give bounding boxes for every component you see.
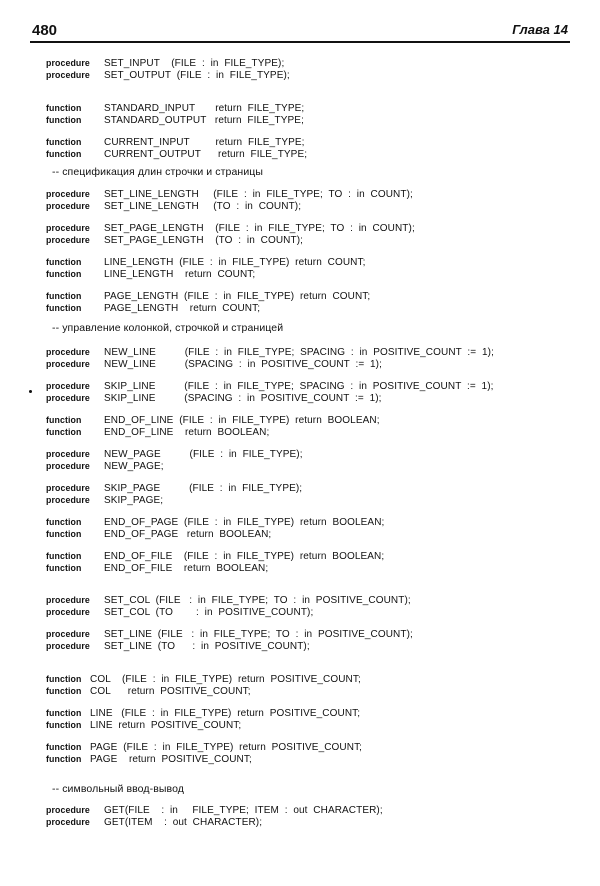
- keyword: procedure: [46, 201, 90, 211]
- keyword: function: [46, 754, 82, 764]
- keyword: function: [46, 137, 82, 147]
- page-header: [30, 22, 570, 42]
- code-line: [46, 719, 241, 732]
- keyword: procedure: [46, 595, 90, 605]
- code-line: [46, 460, 164, 473]
- comment-line: [52, 166, 263, 178]
- keyword: procedure: [46, 449, 90, 459]
- declaration-text: SKIP_LINE (FILE : in FILE_TYPE; SPACING : in POSITIVE_COUNT := 1);: [104, 381, 494, 392]
- chapter-title: Глава 14: [512, 22, 568, 37]
- keyword: function: [46, 257, 82, 267]
- code-line: [46, 426, 269, 439]
- code-line: [46, 268, 255, 281]
- code-line: [46, 528, 271, 541]
- declaration-text: LINE_LENGTH return COUNT;: [104, 269, 256, 280]
- declaration-text: END_OF_PAGE (FILE : in FILE_TYPE) return BOOLEAN;: [104, 517, 385, 528]
- code-line: [46, 114, 304, 127]
- keyword: function: [46, 563, 82, 573]
- declaration-text: GET(ITEM : out CHARACTER);: [104, 817, 263, 828]
- declaration-text: NEW_LINE (FILE : in FILE_TYPE; SPACING : in POSITIVE_COUNT := 1);: [104, 347, 494, 358]
- declaration-text: SET_OUTPUT (FILE : in FILE_TYPE);: [104, 70, 290, 81]
- declaration-text: COL return POSITIVE_COUNT;: [90, 686, 251, 697]
- declaration-text: SET_LINE (TO : in POSITIVE_COUNT);: [104, 641, 310, 652]
- keyword: procedure: [46, 817, 90, 827]
- declaration-text: SET_LINE_LENGTH (TO : in COUNT);: [104, 201, 302, 212]
- declaration-text: END_OF_FILE (FILE : in FILE_TYPE) return BOOLEAN;: [104, 551, 385, 562]
- keyword: procedure: [46, 70, 90, 80]
- keyword: function: [46, 115, 82, 125]
- declaration-text: CURRENT_INPUT return FILE_TYPE;: [104, 137, 305, 148]
- declaration-text: LINE (FILE : in FILE_TYPE) return POSITIVE_COUNT;: [90, 708, 361, 719]
- keyword: function: [46, 149, 82, 159]
- keyword: procedure: [46, 235, 90, 245]
- keyword: function: [46, 517, 82, 527]
- declaration-text: SET_COL (TO : in POSITIVE_COUNT);: [104, 607, 314, 618]
- declaration-text: END_OF_FILE return BOOLEAN;: [104, 563, 269, 574]
- declaration-text: GET(FILE : in FILE_TYPE; ITEM : out CHARACTER);: [104, 805, 383, 816]
- declaration-text: STANDARD_INPUT return FILE_TYPE;: [104, 103, 305, 114]
- code-line: [46, 358, 382, 371]
- declaration-text: END_OF_LINE return BOOLEAN;: [104, 427, 270, 438]
- declaration-text: SET_PAGE_LENGTH (TO : in COUNT);: [104, 235, 304, 246]
- declaration-text: END_OF_PAGE return BOOLEAN;: [104, 529, 272, 540]
- code-line: [46, 816, 262, 829]
- keyword: procedure: [46, 629, 90, 639]
- code-line: [46, 392, 382, 405]
- declaration-text: SET_LINE_LENGTH (FILE : in FILE_TYPE; TO : in COUNT);: [104, 189, 413, 200]
- comment-line: [52, 322, 283, 334]
- comment-text: -- управление колонкой, строчкой и страницей: [52, 322, 284, 334]
- keyword: procedure: [46, 347, 90, 357]
- code-line: [46, 606, 313, 619]
- comment-text: -- символьный ввод-вывод: [52, 783, 185, 795]
- declaration-text: NEW_LINE (SPACING : in POSITIVE_COUNT := 1);: [104, 359, 382, 370]
- keyword: procedure: [46, 483, 90, 493]
- code-line: [46, 234, 303, 247]
- code-line: [46, 562, 268, 575]
- code-line: [46, 494, 163, 507]
- code-line: [46, 69, 290, 82]
- declaration-text: LINE return POSITIVE_COUNT;: [90, 720, 242, 731]
- declaration-text: PAGE_LENGTH return COUNT;: [104, 303, 261, 314]
- declaration-text: SET_PAGE_LENGTH (FILE : in FILE_TYPE; TO : in COUNT);: [104, 223, 415, 234]
- keyword: procedure: [46, 189, 90, 199]
- keyword: procedure: [46, 393, 90, 403]
- comment-text: -- спецификация длин строчки и страницы: [52, 166, 264, 178]
- declaration-text: SKIP_PAGE (FILE : in FILE_TYPE);: [104, 483, 303, 494]
- code-line: [46, 753, 252, 766]
- keyword: procedure: [46, 381, 90, 391]
- keyword: procedure: [46, 58, 90, 68]
- code-line: [46, 302, 260, 315]
- keyword: function: [46, 103, 82, 113]
- keyword: procedure: [46, 359, 90, 369]
- keyword: function: [46, 686, 82, 696]
- keyword: function: [46, 291, 82, 301]
- margin-dot: [29, 390, 32, 393]
- keyword: function: [46, 427, 82, 437]
- keyword: procedure: [46, 223, 90, 233]
- declaration-text: SKIP_PAGE;: [104, 495, 164, 506]
- keyword: function: [46, 708, 82, 718]
- declaration-text: STANDARD_OUTPUT return FILE_TYPE;: [104, 115, 304, 126]
- declaration-text: COL (FILE : in FILE_TYPE) return POSITIVE_COUNT;: [90, 674, 361, 685]
- header-rule: [30, 41, 570, 43]
- declaration-text: END_OF_LINE (FILE : in FILE_TYPE) return BOOLEAN;: [104, 415, 380, 426]
- keyword: function: [46, 529, 82, 539]
- declaration-text: SET_COL (FILE : in FILE_TYPE; TO : in POSITIVE_COUNT);: [104, 595, 411, 606]
- declaration-text: NEW_PAGE (FILE : in FILE_TYPE);: [104, 449, 303, 460]
- code-line: [46, 640, 310, 653]
- declaration-text: LINE_LENGTH (FILE : in FILE_TYPE) return COUNT;: [104, 257, 366, 268]
- keyword: procedure: [46, 641, 90, 651]
- keyword: function: [46, 742, 82, 752]
- keyword: function: [46, 720, 82, 730]
- declaration-text: PAGE return POSITIVE_COUNT;: [90, 754, 252, 765]
- keyword: function: [46, 415, 82, 425]
- declaration-text: PAGE (FILE : in FILE_TYPE) return POSITIVE_COUNT;: [90, 742, 363, 753]
- declaration-text: SKIP_LINE (SPACING : in POSITIVE_COUNT := 1);: [104, 393, 382, 404]
- keyword: function: [46, 551, 82, 561]
- declaration-text: SET_INPUT (FILE : in FILE_TYPE);: [104, 58, 285, 69]
- code-line: [46, 148, 307, 161]
- declaration-text: PAGE_LENGTH (FILE : in FILE_TYPE) return COUNT;: [104, 291, 371, 302]
- declaration-text: CURRENT_OUTPUT return FILE_TYPE;: [104, 149, 308, 160]
- keyword: procedure: [46, 461, 90, 471]
- keyword: function: [46, 674, 82, 684]
- declaration-text: NEW_PAGE;: [104, 461, 164, 472]
- code-line: [46, 200, 301, 213]
- comment-line: [52, 783, 184, 795]
- keyword: function: [46, 269, 82, 279]
- keyword: procedure: [46, 495, 90, 505]
- page-number: 480: [32, 22, 58, 39]
- code-line: [46, 685, 251, 698]
- keyword: procedure: [46, 607, 90, 617]
- declaration-text: SET_LINE (FILE : in FILE_TYPE; TO : in POSITIVE_COUNT);: [104, 629, 413, 640]
- keyword: function: [46, 303, 82, 313]
- keyword: procedure: [46, 805, 90, 815]
